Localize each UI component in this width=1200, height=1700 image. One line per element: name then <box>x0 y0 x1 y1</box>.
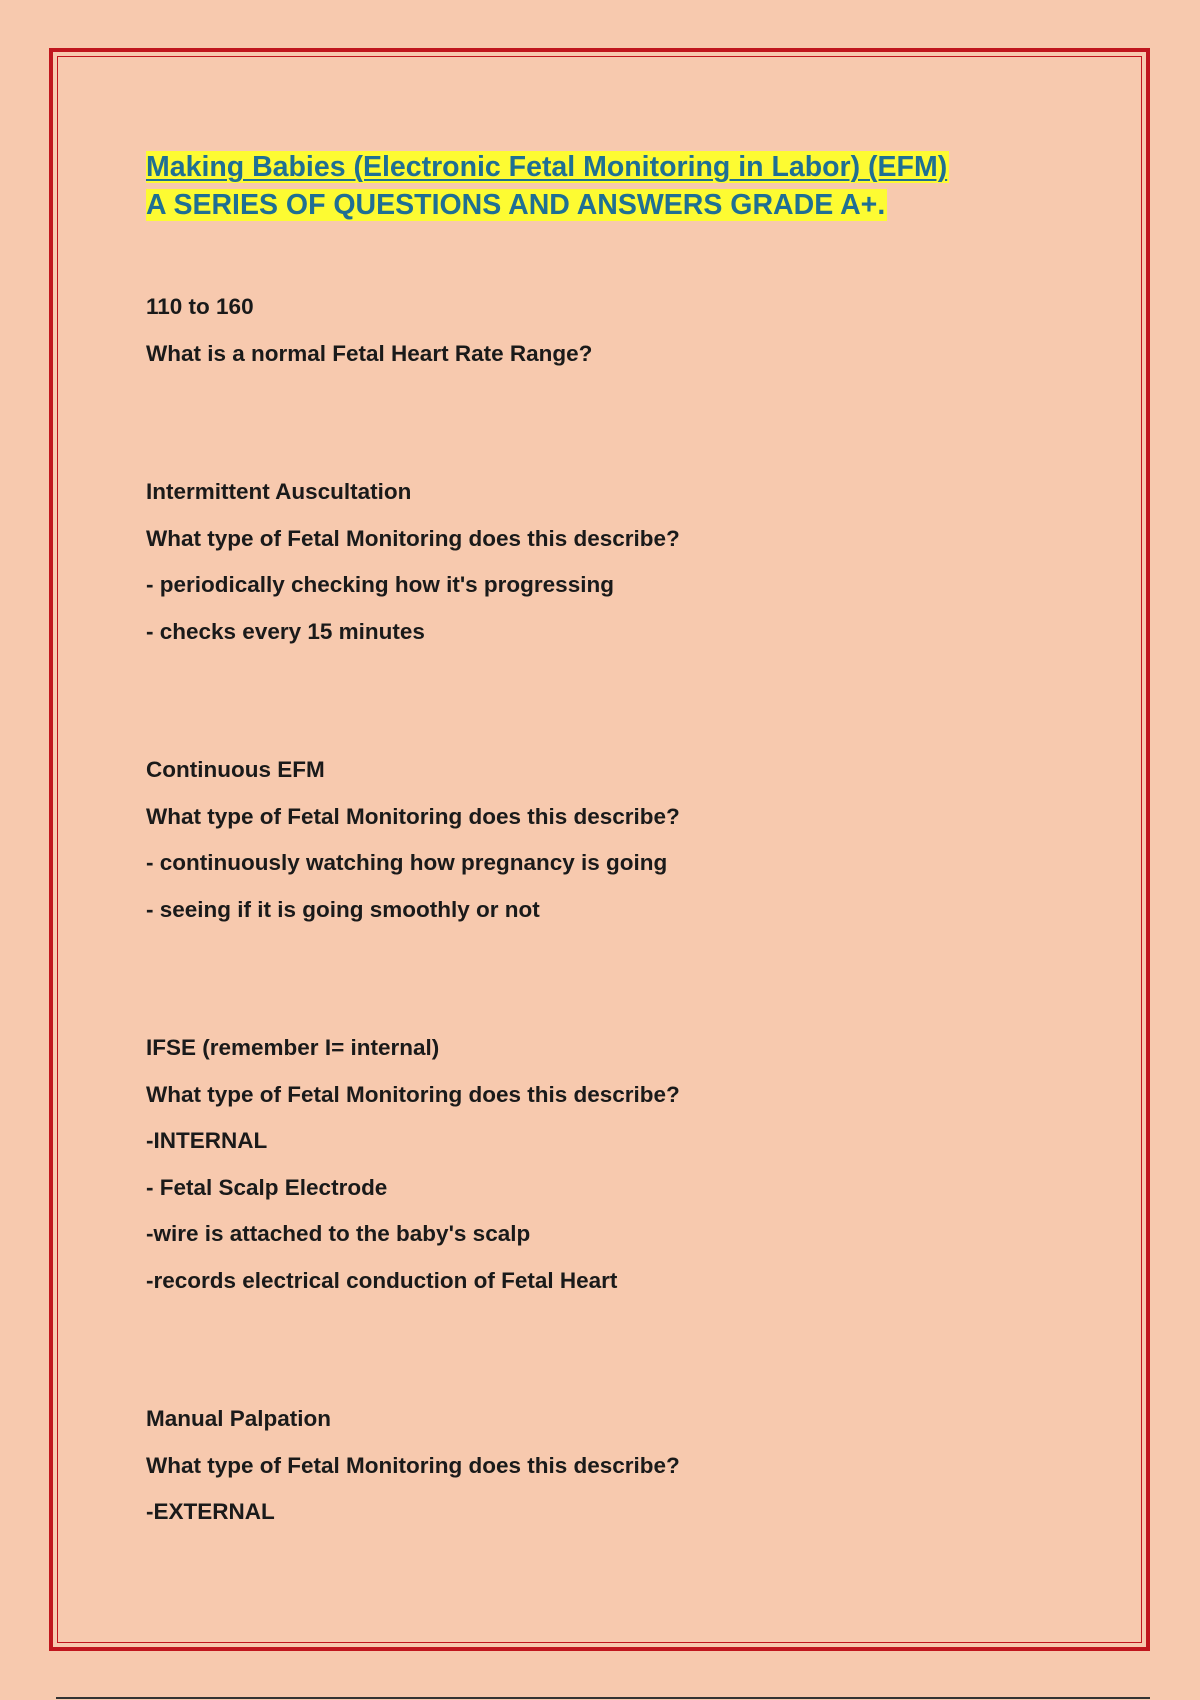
qa-block <box>146 284 1086 377</box>
qa-detail: - periodically checking how it's progressing <box>146 572 614 597</box>
title-line-1: Making Babies (Electronic Fetal Monitoring in Labor) (EFM) <box>146 151 948 183</box>
qa-detail: - seeing if it is going smoothly or not <box>146 896 540 922</box>
document-title <box>146 148 1086 224</box>
qa-detail: - Fetal Scalp Electrode <box>146 1174 388 1200</box>
qa-answer: Manual Palpation <box>146 1406 332 1431</box>
qa-block <box>146 1025 1086 1304</box>
qa-question: What is a normal Fetal Heart Rate Range? <box>146 340 593 366</box>
qa-answer: Intermittent Auscultation <box>146 479 412 504</box>
qa-answer: Continuous EFM <box>146 757 325 782</box>
qa-answer: 110 to 160 <box>146 294 254 319</box>
footer-rule <box>56 1697 1150 1699</box>
qa-detail: -wire is attached to the baby's scalp <box>146 1221 531 1246</box>
qa-question: What type of Fetal Monitoring does this describe? <box>146 1452 680 1478</box>
qa-answer: IFSE (remember I= internal) <box>146 1035 440 1060</box>
qa-question: What type of Fetal Monitoring does this describe? <box>146 525 680 551</box>
document-content <box>146 148 1086 1628</box>
qa-detail: - continuously watching how pregnancy is going <box>146 850 668 875</box>
title-line-2: A SERIES OF QUESTIONS AND ANSWERS GRADE A+. <box>146 189 886 221</box>
qa-detail: -INTERNAL <box>146 1128 268 1153</box>
qa-block <box>146 469 1086 655</box>
qa-list <box>146 284 1086 1536</box>
qa-detail: - checks every 15 minutes <box>146 618 425 644</box>
qa-block <box>146 747 1086 933</box>
qa-detail: -EXTERNAL <box>146 1499 275 1524</box>
qa-question: What type of Fetal Monitoring does this describe? <box>146 1081 680 1107</box>
qa-block <box>146 1396 1086 1536</box>
qa-question: What type of Fetal Monitoring does this describe? <box>146 803 680 829</box>
qa-detail: -records electrical conduction of Fetal Heart <box>146 1267 618 1293</box>
